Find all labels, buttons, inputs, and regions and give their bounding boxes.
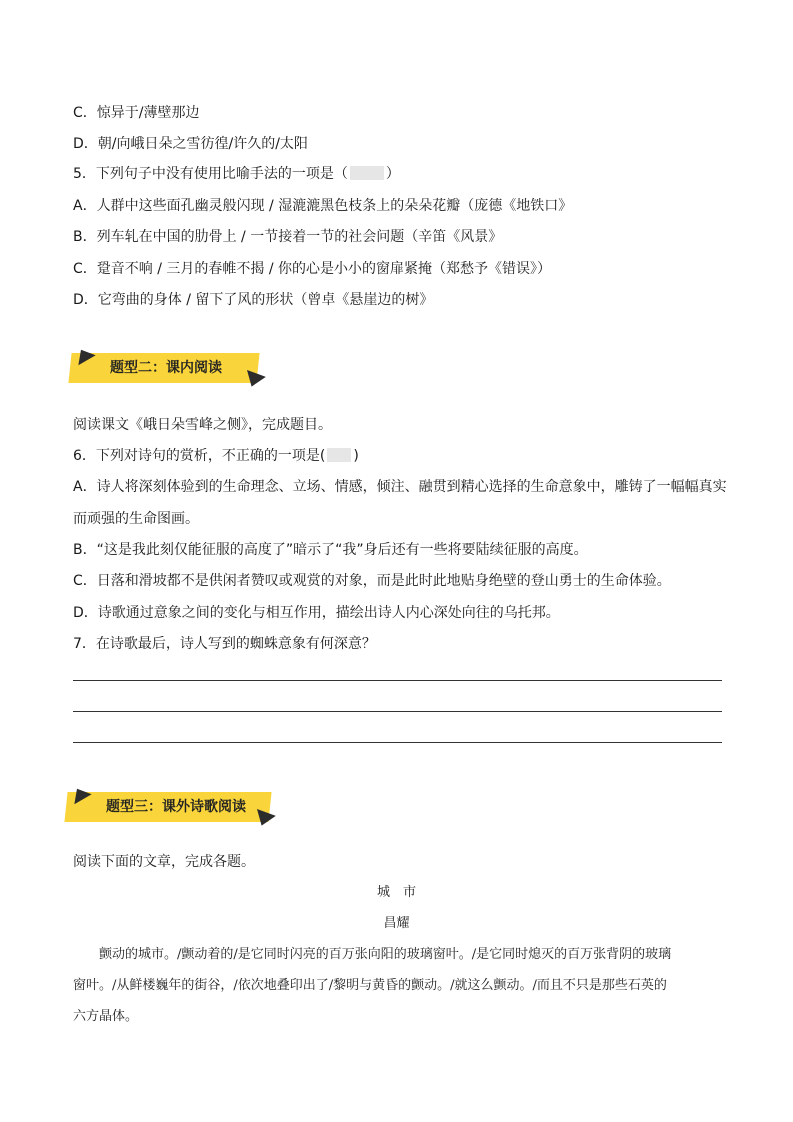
q7-stem: 7．在诗歌最后，诗人写到的蜘蛛意象有何深意？	[73, 636, 376, 652]
q6-stem-close: )	[353, 448, 359, 464]
answer-line[interactable]	[73, 742, 722, 743]
q5-option-b: B．列车轧在中国的肋骨上 / 一节接着一节的社会问题（辛笛《风景》	[73, 229, 503, 245]
poem-author: 昌耀	[383, 916, 410, 931]
poem-text-line: 颤动的城市。/颤动着的/是它同时闪亮的百万张向阳的玻璃窗叶。/是它同时熄灭的百万张背阴的玻璃	[73, 947, 672, 962]
reading-intro: 阅读课文《峨日朵雪峰之侧》，完成题目。	[73, 417, 332, 433]
q6-option-d: D．诗歌通过意象之间的变化与相互作用，描绘出诗人内心深处向往的乌托邦。	[73, 605, 560, 621]
banner-corner-bottom	[252, 809, 276, 829]
q5-stem	[73, 164, 400, 184]
poem-text-line: 窗叶。/从鲜楼巍年的街谷，/依次地叠印出了/黎明与黄昏的颤动。/就这么颤动。/而且不只是那些石英的	[73, 978, 667, 993]
q5-option-c: C．跫音不响 / 三月的春帷不揭 / 你的心是小小的窗扉紧掩（郑愁予《错误》）	[73, 261, 552, 277]
section-title: 题型三：课外诗歌阅读	[106, 799, 246, 815]
q6-stem-text: 6．下列对诗句的赏析，不正确的一项是(	[73, 448, 326, 464]
answer-line[interactable]	[73, 711, 722, 712]
q4-option-d: D．朝/向峨日朵之雪彷徨/许久的/太阳	[73, 136, 308, 152]
poem-title: 城 市	[376, 885, 416, 900]
answer-blank[interactable]	[327, 448, 351, 462]
q6-option-c: C．日落和滑坡都不是供闲者赞叹或观赏的对象，而是此时此地贴身绝壁的登山勇士的生命体验。	[73, 573, 671, 589]
q6-option-b: B．“这是我此刻仅能征服的高度了”暗示了“我”身后还有一些将要陆续征服的高度。	[73, 542, 588, 558]
banner-corner-bottom	[242, 370, 266, 390]
poem-text-line: 六方晶体。	[73, 1009, 139, 1024]
answer-blank[interactable]	[350, 166, 384, 180]
q5-option-d: D．它弯曲的身体 / 留下了风的形状（曾卓《悬崖边的树》	[73, 292, 434, 308]
q5-stem-close: ）	[385, 166, 400, 182]
section-banner-2	[70, 343, 270, 391]
q5-stem-text: 5．下列句子中没有使用比喻手法的一项是（	[73, 166, 348, 182]
q4-option-c: C．惊异于/薄壁那边	[73, 105, 200, 121]
q6-option-a: A．诗人将深刻体验到的生命理念、立场、情感，倾注、融贯到精心选择的生命意象中，雕铸了一幅幅真实	[73, 479, 727, 495]
section-title: 题型二：课内阅读	[110, 360, 222, 376]
answer-line[interactable]	[73, 680, 722, 681]
q6-stem	[73, 446, 359, 466]
reading-intro: 阅读下面的文章，完成各题。	[73, 854, 255, 870]
q6-option-a-cont: 而顽强的生命图画。	[73, 511, 199, 527]
section-banner-3	[66, 782, 280, 830]
q5-option-a: A．人群中这些面孔幽灵般闪现 / 湿漉漉黑色枝条上的朵朵花瓣（庞德《地铁口》	[73, 198, 573, 214]
